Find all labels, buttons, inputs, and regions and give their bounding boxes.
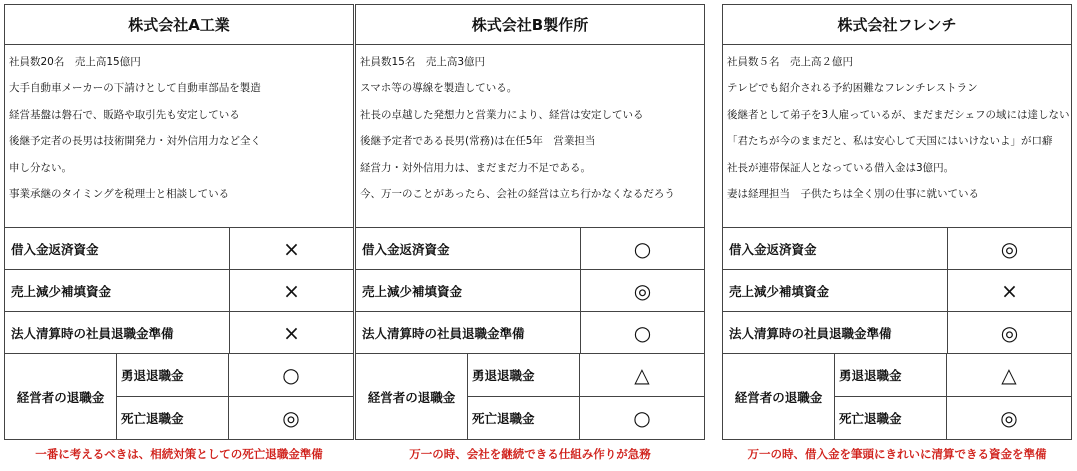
fund-mark: ○ — [633, 320, 652, 345]
executive-retirement-items — [117, 354, 353, 439]
fund-mark: × — [283, 236, 300, 261]
description-line: 後継予定者である長男(常務)は在任5年 営業担当 — [360, 135, 596, 148]
retirement-item — [835, 354, 1071, 396]
description-line: 社長の卓越した発想力と営業力により、経営は安定している — [360, 108, 644, 121]
description-line: 後継予定者の長男は技術開発力・対外信用力など全く — [9, 135, 261, 148]
retirement-item-label: 死亡退職金 — [835, 397, 947, 439]
fund-label: 借入金返済資金 — [356, 228, 581, 269]
company-card-0 — [4, 4, 354, 462]
retirement-item-mark: ○ — [633, 406, 651, 430]
company-title: 株式会社フレンチ — [723, 5, 1071, 45]
fund-mark: ◎ — [1000, 320, 1019, 345]
description-line: 大手自動車メーカーの下請けとして自動車部品を製造 — [9, 82, 261, 95]
company-card-2 — [722, 4, 1072, 462]
description-line: 事業承継のタイミングを税理士と相談している — [9, 187, 230, 200]
company-note: 万一の時、会社を継続できる仕組み作りが急務 — [409, 447, 651, 461]
fund-label: 売上減少補填資金 — [723, 270, 948, 311]
fund-row — [723, 311, 1071, 353]
retirement-item — [835, 396, 1071, 439]
fund-row — [356, 227, 704, 269]
fund-row — [5, 269, 353, 311]
retirement-item — [117, 354, 353, 396]
description-line: テレビでも紹介される予約困難なフレンチレストラン — [727, 82, 978, 95]
company-title: 株式会社B製作所 — [356, 5, 704, 45]
executive-retirement-label: 経営者の退職金 — [356, 354, 468, 439]
retirement-item-mark: ◎ — [1000, 406, 1018, 430]
description-line: 妻は経理担当 子供たちは全く別の仕事に就いている — [727, 187, 979, 200]
fund-row — [356, 311, 704, 353]
fund-mark: ◎ — [633, 278, 652, 303]
executive-retirement-items — [468, 354, 704, 439]
retirement-item-label: 死亡退職金 — [117, 397, 229, 439]
fund-label: 借入金返済資金 — [723, 228, 948, 269]
description-line: 社員数20名 売上高15億円 — [9, 56, 141, 68]
fund-label: 売上減少補填資金 — [5, 270, 230, 311]
retirement-item-mark: ◎ — [282, 406, 300, 430]
fund-label: 法人清算時の社員退職金準備 — [5, 312, 230, 353]
retirement-item-mark: △ — [634, 363, 650, 387]
fund-mark: × — [283, 278, 300, 303]
fund-mark: ○ — [633, 236, 652, 261]
retirement-item-label: 勇退退職金 — [117, 354, 229, 396]
retirement-item-label: 勇退退職金 — [835, 354, 947, 396]
description-line: 申し分ない。 — [9, 161, 72, 174]
executive-retirement-row — [5, 353, 353, 439]
company-card-1 — [355, 4, 705, 462]
fund-label: 売上減少補填資金 — [356, 270, 581, 311]
executive-retirement-label: 経営者の退職金 — [5, 354, 117, 439]
company-description — [356, 45, 704, 227]
description-line: 社員数５名 売上高２億円 — [727, 56, 853, 68]
company-description — [723, 45, 1071, 227]
description-line: 今、万一のことがあったら、会社の経営は立ち行かなくなるだろう — [360, 187, 675, 200]
fund-mark: × — [1001, 278, 1018, 303]
executive-retirement-label: 経営者の退職金 — [723, 354, 835, 439]
fund-label: 法人清算時の社員退職金準備 — [356, 312, 581, 353]
fund-label: 借入金返済資金 — [5, 228, 230, 269]
description-line: スマホ等の導線を製造している。 — [360, 82, 518, 95]
fund-mark: × — [283, 320, 300, 345]
fund-label: 法人清算時の社員退職金準備 — [723, 312, 948, 353]
company-box — [4, 4, 354, 440]
description-line: 経営力・対外信用力は、まだまだ力不足である。 — [360, 161, 591, 174]
retirement-item-mark: ○ — [282, 363, 300, 387]
company-note: 万一の時、借入金を筆頭にきれいに清算できる資金を準備 — [747, 447, 1047, 461]
retirement-item — [468, 396, 704, 439]
description-line: 社員数15名 売上高3億円 — [360, 56, 486, 68]
fund-row — [5, 227, 353, 269]
retirement-item-mark: △ — [1001, 363, 1017, 387]
executive-retirement-row — [356, 353, 704, 439]
description-line: 経営基盤は磐石で、販路や取引先も安定している — [9, 108, 240, 121]
company-box — [722, 4, 1072, 440]
retirement-item-label: 死亡退職金 — [468, 397, 580, 439]
fund-row — [723, 269, 1071, 311]
executive-retirement-items — [835, 354, 1071, 439]
company-note: 一番に考えるべきは、相続対策としての死亡退職金準備 — [35, 447, 323, 461]
fund-row — [356, 269, 704, 311]
company-title: 株式会社A工業 — [5, 5, 353, 45]
retirement-item-label: 勇退退職金 — [468, 354, 580, 396]
description-line: 後継者として弟子を3人雇っているが、まだまだシェフの域には達しない — [727, 108, 1070, 121]
company-description — [5, 45, 353, 227]
fund-mark: ◎ — [1000, 236, 1019, 261]
company-box — [355, 4, 705, 440]
retirement-item — [468, 354, 704, 396]
retirement-item — [117, 396, 353, 439]
description-line: 「君たちが今のままだと、私は安心して天国にはいけないよ」が口癖 — [727, 135, 1053, 148]
description-line: 社長が連帯保証人となっている借入金は3億円。 — [727, 161, 955, 174]
fund-row — [723, 227, 1071, 269]
executive-retirement-row — [723, 353, 1071, 439]
fund-row — [5, 311, 353, 353]
